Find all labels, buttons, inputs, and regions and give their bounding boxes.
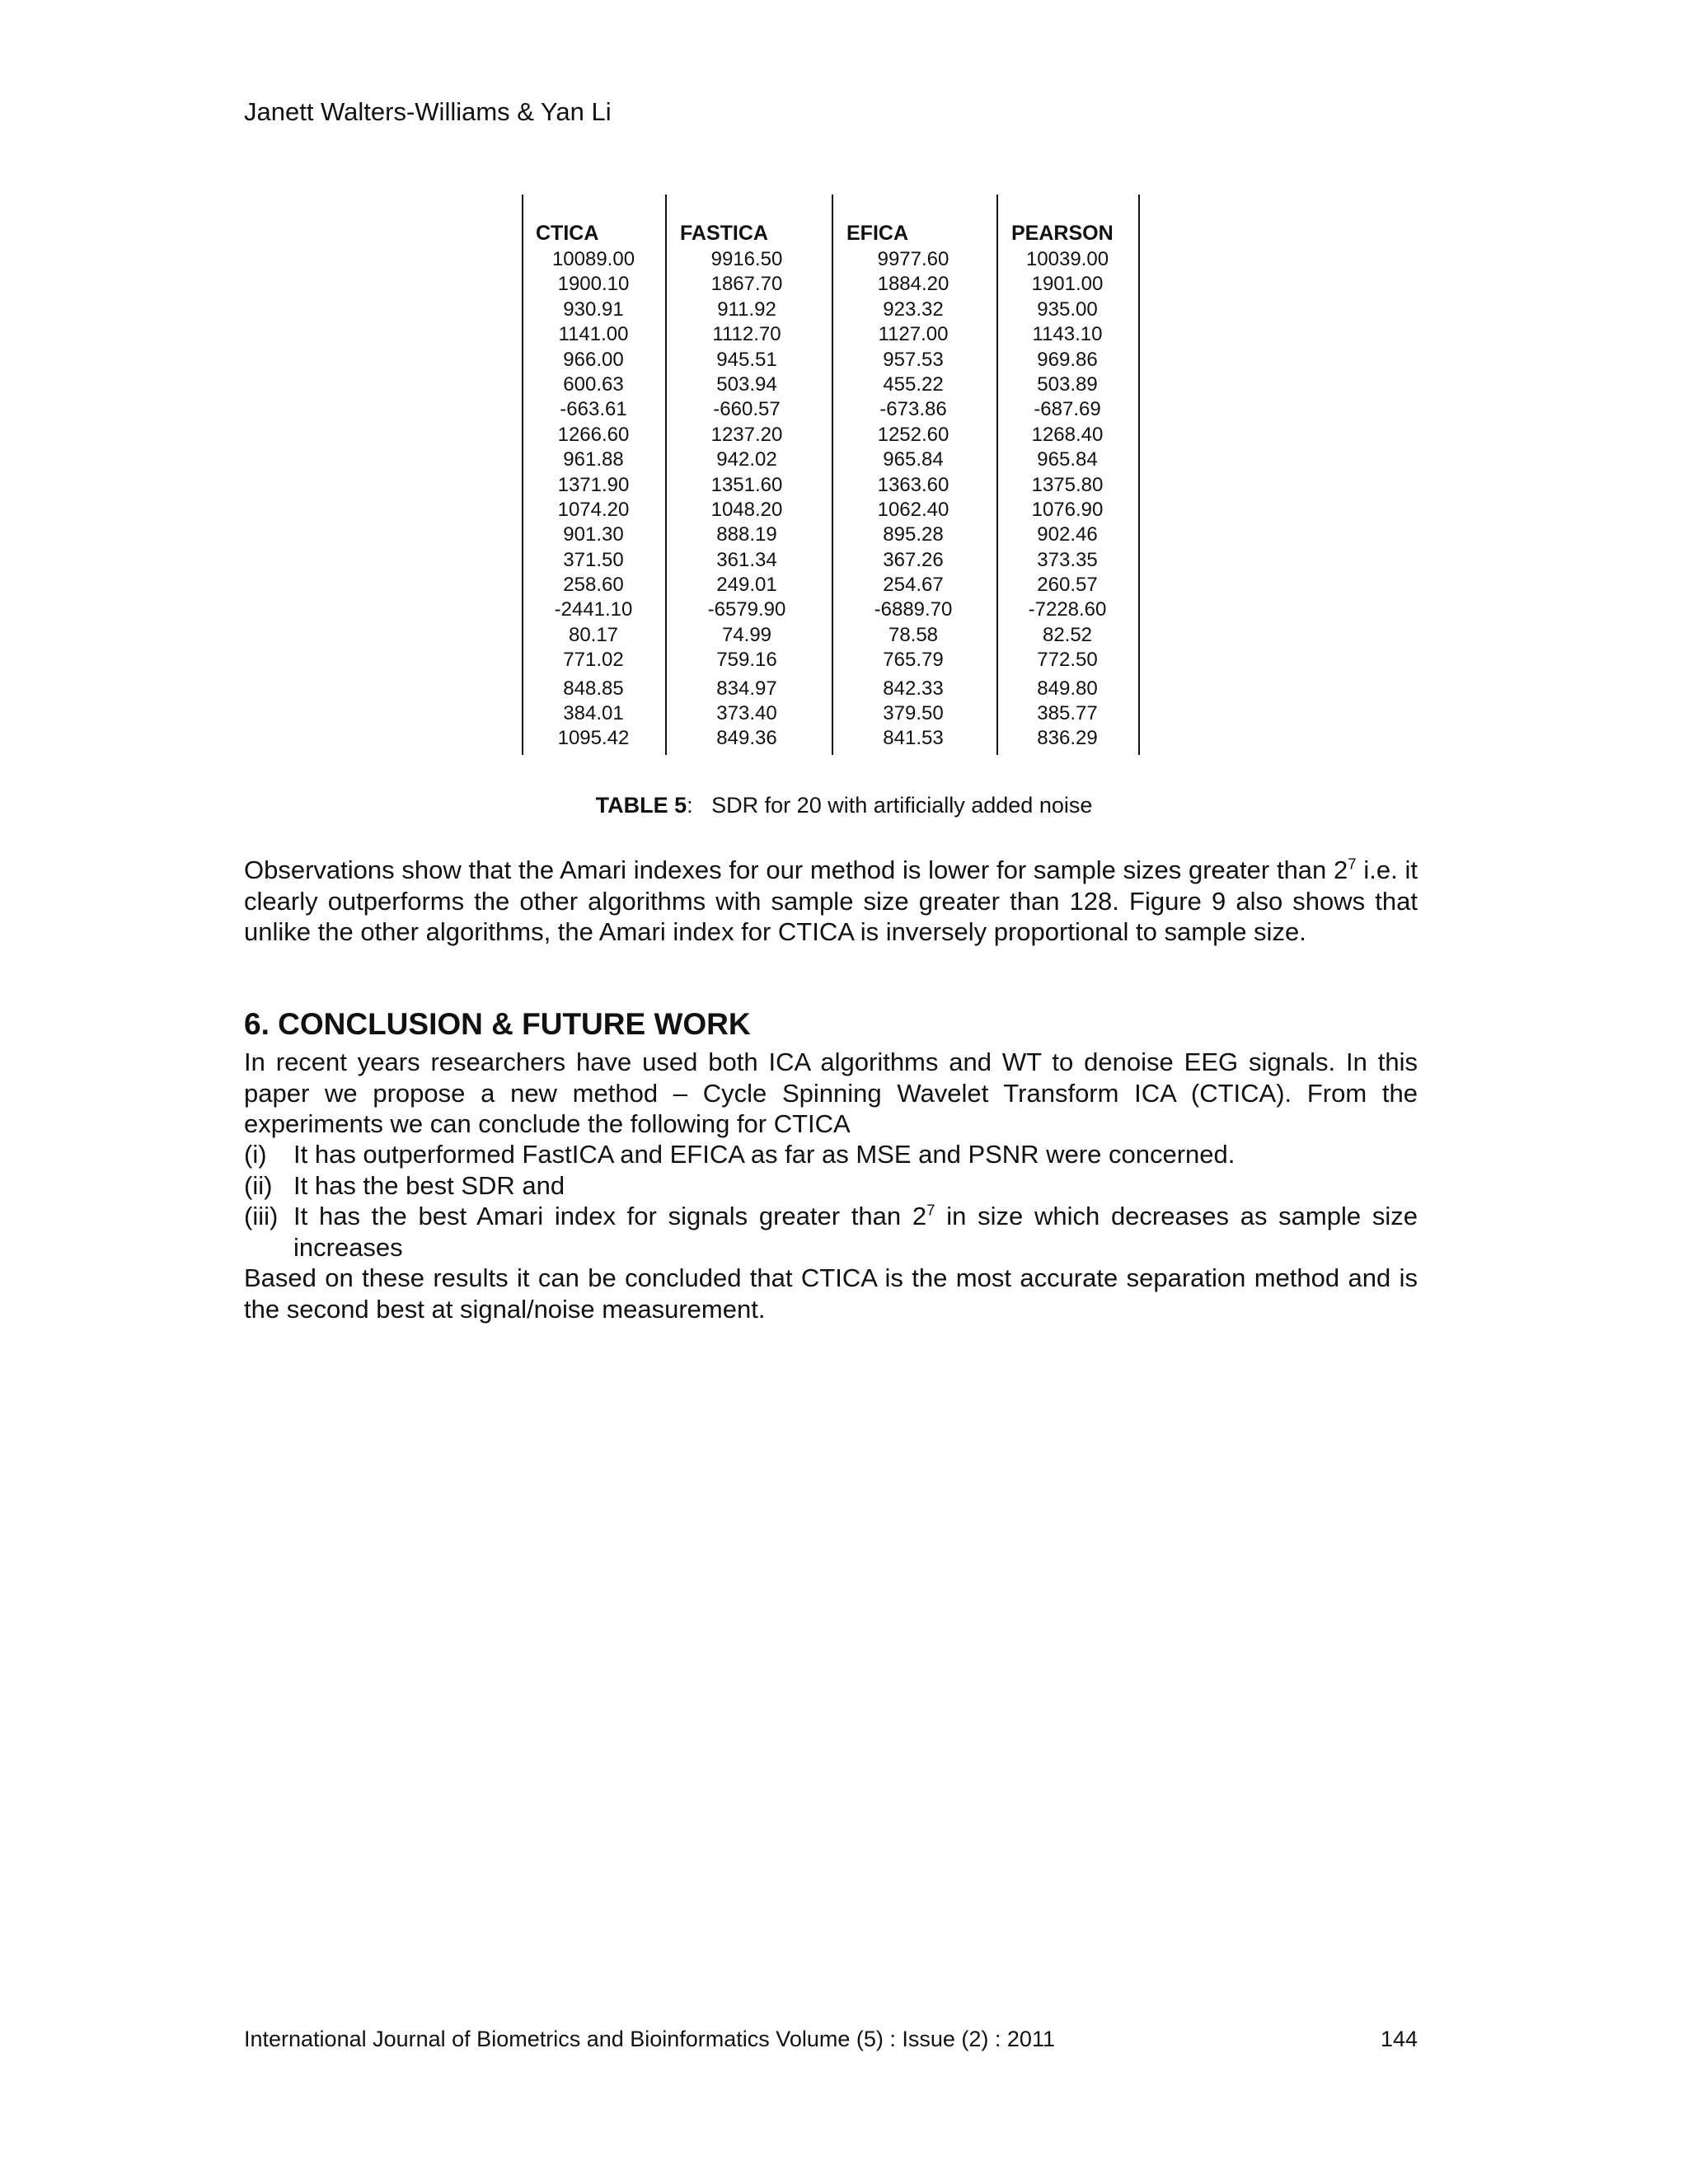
table-cell: 842.33 — [883, 677, 944, 700]
list-text-b: in size which decreases as sample size increases — [293, 1202, 1418, 1262]
footer-journal: International Journal of Biometrics and Bioinformatics Volume (5) : Issue (2) : 2011 — [244, 2027, 1055, 2051]
section-heading: 6. CONCLUSION & FUTURE WORK — [244, 1007, 751, 1041]
table-cell: 254.67 — [883, 574, 944, 597]
column-values-ctica — [532, 247, 655, 752]
list-text: It has the best SDR and — [293, 1170, 565, 1200]
table-cell: 1141.00 — [558, 323, 629, 346]
table-cell: 1900.10 — [557, 273, 630, 296]
table-cell: -6889.70 — [874, 598, 953, 621]
table-cell: 258.60 — [563, 574, 624, 597]
table-cell: 945.51 — [716, 348, 777, 371]
table-cell: 1076.90 — [1031, 498, 1104, 521]
table-cell: 901.30 — [563, 523, 624, 546]
table-cell: 74.99 — [721, 623, 772, 646]
table-cell: -6579.90 — [707, 598, 786, 621]
list-text-a: It has the best Amari index for signals greater than 2 — [293, 1202, 927, 1230]
table-cell: 772.50 — [1037, 649, 1098, 672]
table-cell: 10039.00 — [1025, 248, 1109, 270]
table-cell: 834.97 — [716, 677, 777, 700]
table-cell: 9977.60 — [877, 248, 950, 270]
conclusion-list — [244, 1139, 1418, 1263]
table-cell: 384.01 — [563, 702, 624, 725]
table-cell: -2441.10 — [554, 598, 633, 621]
table-cell: 969.86 — [1037, 348, 1098, 371]
list-item — [244, 1170, 1418, 1202]
table-cell: 836.29 — [1037, 727, 1098, 750]
sdr-table — [522, 194, 1140, 755]
table-cell: 849.80 — [1037, 677, 1098, 700]
table-cell: 902.46 — [1037, 523, 1098, 546]
table-cell: 1363.60 — [877, 473, 950, 496]
table-cell: -687.69 — [1034, 398, 1101, 421]
table-cell: 260.57 — [1037, 574, 1098, 597]
table-cell: 935.00 — [1037, 298, 1098, 321]
list-item — [244, 1201, 1418, 1263]
table-cell: 503.89 — [1037, 373, 1098, 396]
table-cell: 373.40 — [716, 702, 777, 725]
table-cell: 930.91 — [563, 298, 624, 321]
conclusion-final: Based on these results it can be concluded that CTICA is the most accurate separation method and is the second best at signal/noise measurement. — [244, 1263, 1418, 1324]
table-cell: 965.84 — [883, 448, 944, 471]
superscript: 7 — [926, 1201, 935, 1219]
table-cell: 841.53 — [883, 727, 944, 750]
table-cell: 957.53 — [883, 348, 944, 371]
list-marker: (iii) — [244, 1202, 279, 1230]
table-cell: 1266.60 — [557, 423, 630, 446]
table-cell: 249.01 — [716, 574, 777, 597]
table-cell: 1252.60 — [877, 423, 950, 446]
table-rule — [832, 194, 833, 755]
table-cell: 80.17 — [568, 623, 619, 646]
caption-separator: : — [687, 793, 693, 818]
column-values-fastica — [685, 247, 809, 752]
table-cell: 895.28 — [883, 523, 944, 546]
table-cell: 1375.80 — [1031, 473, 1104, 496]
column-values-pearson — [1006, 247, 1129, 752]
table-rule — [996, 194, 998, 755]
table-cell: 888.19 — [716, 523, 777, 546]
table-cell: 9916.50 — [710, 248, 783, 270]
table-cell: 1112.70 — [712, 323, 781, 346]
table-cell: 771.02 — [563, 649, 624, 672]
table-cell: 385.77 — [1037, 702, 1098, 725]
column-header-pearson: PEARSON — [1011, 222, 1114, 245]
superscript: 7 — [1348, 855, 1357, 873]
table-cell: 78.58 — [888, 623, 939, 646]
table-cell: 1371.90 — [557, 473, 630, 496]
table-cell: 503.94 — [716, 373, 777, 396]
table-cell: 10089.00 — [551, 248, 635, 270]
column-header-fastica: FASTICA — [680, 222, 768, 245]
observation-text-a: Observations show that the Amari indexes for our method is lower for sample sizes greater than 2 — [244, 855, 1348, 884]
table-rule — [1138, 194, 1140, 755]
list-text — [293, 1201, 1418, 1263]
observation-paragraph — [244, 855, 1418, 948]
table-cell: 367.26 — [883, 548, 944, 571]
list-marker: (i) — [244, 1140, 267, 1169]
table-rule — [665, 194, 667, 755]
column-header-ctica: CTICA — [536, 222, 599, 245]
table-cell: -660.57 — [713, 398, 781, 421]
column-values-efica — [851, 247, 975, 752]
table-cell: 1237.20 — [710, 423, 783, 446]
table-cell: 923.32 — [883, 298, 944, 321]
caption-text: SDR for 20 with artificially added noise — [711, 793, 1093, 818]
table-cell: 848.85 — [563, 677, 624, 700]
page-number: 144 — [1380, 2027, 1418, 2051]
table-cell: 373.35 — [1037, 548, 1098, 571]
table-cell: 1884.20 — [877, 273, 950, 296]
conclusion-intro: In recent years researchers have used both ICA algorithms and WT to denoise EEG signals. In this paper we propose a new method – Cycle Spinning Wavelet Transform ICA (CTICA). From the experiments we can conclude the following for CTICA — [244, 1047, 1418, 1138]
list-text: It has outperformed FastICA and EFICA as far as MSE and PSNR were concerned. — [293, 1140, 1236, 1169]
table-cell: 966.00 — [563, 348, 624, 371]
table-cell: 600.63 — [563, 373, 624, 396]
table-cell: 361.34 — [716, 548, 777, 571]
table-cell: 1143.10 — [1032, 323, 1103, 346]
table-cell: 1901.00 — [1031, 273, 1104, 296]
table-cell: 942.02 — [716, 448, 777, 471]
observation-text-b: i.e. it clearly outperforms the other algorithms with sample size greater than 128. Figure 9 also shows that unlike the other algorithms, the Amari index for CTICA is inversely proportional to sample size. — [244, 855, 1418, 946]
table-cell: -7228.60 — [1028, 598, 1107, 621]
table-cell: 1867.70 — [710, 273, 783, 296]
table-cell: 965.84 — [1037, 448, 1098, 471]
table-cell: 1062.40 — [877, 498, 950, 521]
caption-label: TABLE 5 — [595, 793, 687, 818]
table-cell: 765.79 — [883, 649, 944, 672]
table-rule — [522, 194, 523, 755]
table-cell: 1268.40 — [1031, 423, 1104, 446]
table-cell: 849.36 — [716, 727, 777, 750]
table-cell: 1074.20 — [557, 498, 630, 521]
table-cell: -673.86 — [879, 398, 947, 421]
table-cell: 911.92 — [717, 298, 776, 321]
column-header-efica: EFICA — [846, 222, 908, 245]
table-cell: 1351.60 — [710, 473, 783, 496]
list-item — [244, 1139, 1418, 1170]
table-cell: 379.50 — [883, 702, 944, 725]
list-marker: (ii) — [244, 1170, 273, 1200]
table-cell: 759.16 — [716, 649, 777, 672]
table-cell: 1095.42 — [557, 727, 630, 750]
table-caption — [0, 793, 1688, 818]
running-header-authors: Janett Walters-Williams & Yan Li — [244, 97, 612, 126]
table-cell: -663.61 — [560, 398, 627, 421]
table-cell: 961.88 — [563, 448, 624, 471]
table-cell: 1127.00 — [878, 323, 949, 346]
table-cell: 455.22 — [883, 373, 944, 396]
table-cell: 371.50 — [563, 548, 624, 571]
table-cell: 1048.20 — [710, 498, 783, 521]
table-cell: 82.52 — [1042, 623, 1093, 646]
